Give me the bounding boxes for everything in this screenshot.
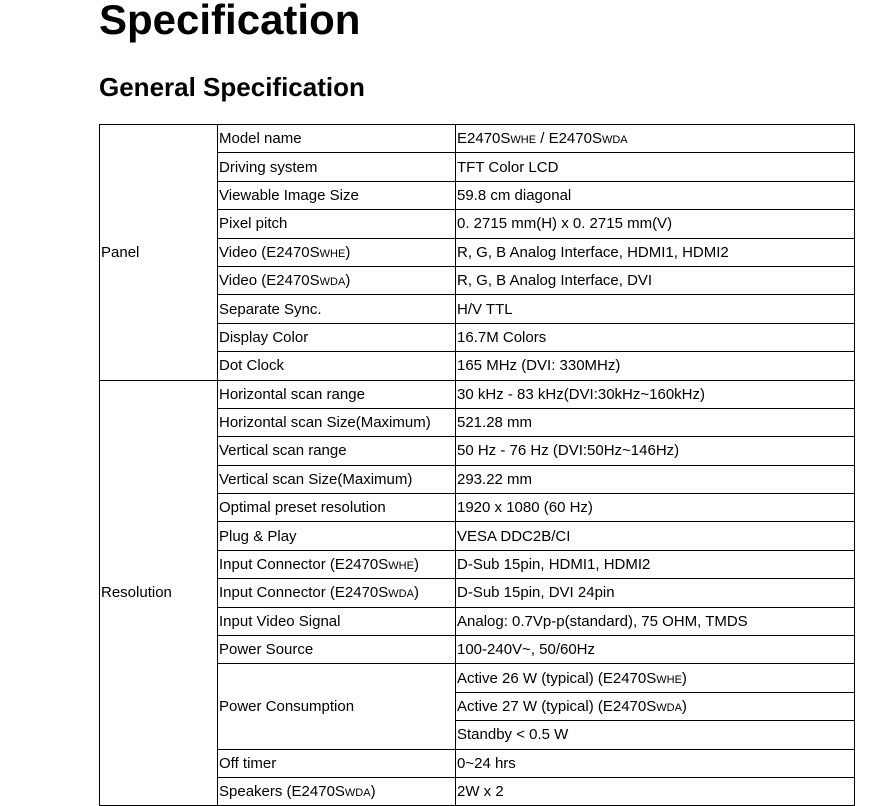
spec-value: 30 kHz - 83 kHz(DVI:30kHz~160kHz) [456, 380, 855, 408]
spec-value: 293.22 mm [456, 465, 855, 493]
spec-value: 1920 x 1080 (60 Hz) [456, 494, 855, 522]
spec-value: 165 MHz (DVI: 330MHz) [456, 352, 855, 380]
spec-label: Dot Clock [218, 352, 456, 380]
spec-label: Vertical scan range [218, 437, 456, 465]
spec-label: Off timer [218, 749, 456, 777]
spec-table [99, 124, 855, 806]
spec-label: Video (E2470SWHE) [218, 238, 456, 266]
spec-value: 2W x 2 [456, 777, 855, 805]
spec-value: Analog: 0.7Vp-p(standard), 75 OHM, TMDS [456, 607, 855, 635]
spec-value: Active 27 W (typical) (E2470SWDA) [456, 692, 855, 720]
spec-value: 59.8 cm diagonal [456, 181, 855, 209]
spec-label: Driving system [218, 153, 456, 181]
spec-label: Pixel pitch [218, 210, 456, 238]
spec-value: R, G, B Analog Interface, DVI [456, 266, 855, 294]
spec-value: 16.7M Colors [456, 323, 855, 351]
spec-label: Input Connector (E2470SWHE) [218, 550, 456, 578]
spec-table-body [100, 125, 855, 806]
spec-label: Power Source [218, 636, 456, 664]
spec-label: Power Consumption [218, 664, 456, 749]
spec-label: Model name [218, 125, 456, 153]
spec-label: Vertical scan Size(Maximum) [218, 465, 456, 493]
group-label: Panel [100, 125, 218, 381]
spec-label: Plug & Play [218, 522, 456, 550]
spec-value: Active 26 W (typical) (E2470SWHE) [456, 664, 855, 692]
spec-value: H/V TTL [456, 295, 855, 323]
spec-value: TFT Color LCD [456, 153, 855, 181]
spec-label: Speakers (E2470SWDA) [218, 777, 456, 805]
spec-value: D-Sub 15pin, DVI 24pin [456, 579, 855, 607]
spec-label: Input Connector (E2470SWDA) [218, 579, 456, 607]
spec-value: VESA DDC2B/CI [456, 522, 855, 550]
spec-label: Display Color [218, 323, 456, 351]
spec-value: D-Sub 15pin, HDMI1, HDMI2 [456, 550, 855, 578]
spec-label: Optimal preset resolution [218, 494, 456, 522]
spec-label: Horizontal scan Size(Maximum) [218, 408, 456, 436]
spec-value: E2470SWHE / E2470SWDA [456, 125, 855, 153]
group-label: Resolution [100, 380, 218, 806]
spec-label: Horizontal scan range [218, 380, 456, 408]
spec-value: 0. 2715 mm(H) x 0. 2715 mm(V) [456, 210, 855, 238]
page-title: Specification [99, 0, 361, 43]
spec-label: Video (E2470SWDA) [218, 266, 456, 294]
spec-label: Input Video Signal [218, 607, 456, 635]
spec-label: Viewable Image Size [218, 181, 456, 209]
spec-value: 521.28 mm [456, 408, 855, 436]
spec-value: R, G, B Analog Interface, HDMI1, HDMI2 [456, 238, 855, 266]
spec-value: 0~24 hrs [456, 749, 855, 777]
spec-label: Separate Sync. [218, 295, 456, 323]
section-title: General Specification [99, 72, 365, 102]
spec-value: Standby < 0.5 W [456, 721, 855, 749]
spec-value: 50 Hz - 76 Hz (DVI:50Hz~146Hz) [456, 437, 855, 465]
spec-value: 100-240V~, 50/60Hz [456, 636, 855, 664]
table-row [100, 125, 855, 153]
table-row [100, 380, 855, 408]
